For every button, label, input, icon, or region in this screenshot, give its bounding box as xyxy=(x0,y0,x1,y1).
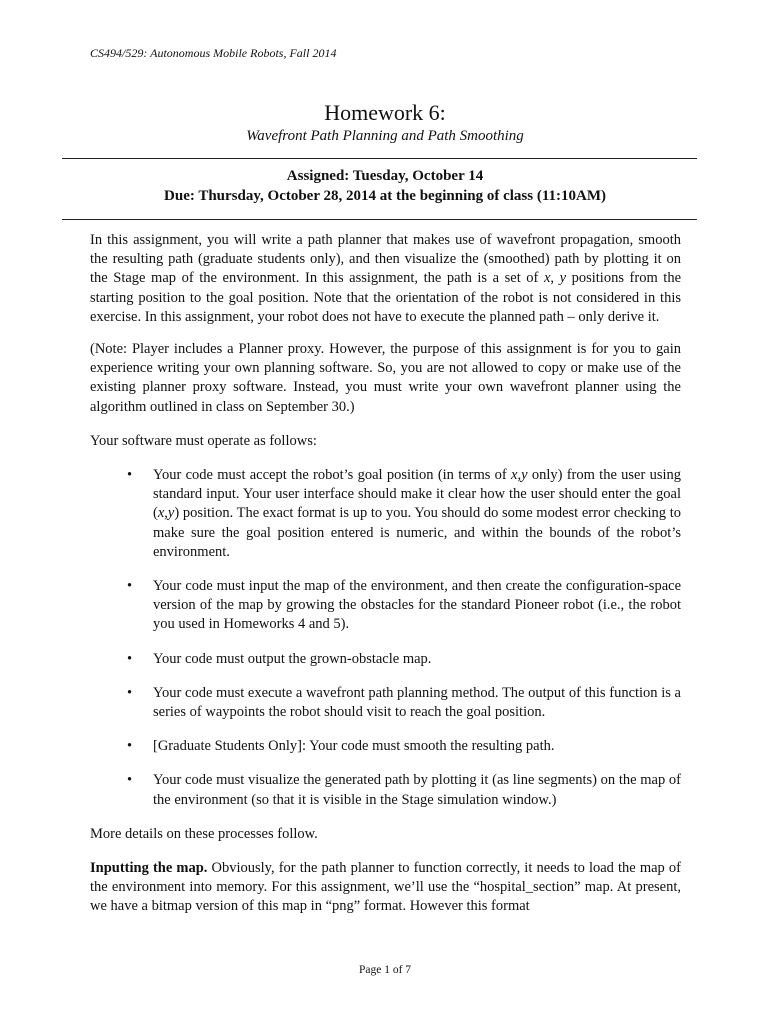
operate-intro: Your software must operate as follows: xyxy=(90,432,317,449)
document-body xyxy=(90,231,681,932)
intro-paragraph: In this assignment, you will write a path planner that makes use of wavefront propagation, smooth the resulting path (graduate students only), and then visualize the (smoothed) path by plotting it on the Stage map of the environment. In this assignment, the path is a set of x, y positions from the starting position to the goal position. Note that the orientation of the robot is not considered in this exercise. In this assignment, your robot does not have to execute the planned path – only derive it. xyxy=(90,232,682,325)
bullet-icon: • xyxy=(127,684,133,701)
details-paragraph: More details on these processes follow. xyxy=(90,825,318,842)
page-number: Page 1 of 7 xyxy=(358,964,412,976)
homework-title: Homework 6: xyxy=(324,100,446,125)
note-paragraph: (Note: Player includes a Planner proxy. However, the purpose of this assignment is for you to gain experience writing your own planning software. So, you are not allowed to copy or make use of the existing planner proxy software. Instead, you must write your own wavefront planner using the algorithm outlined in class on September 30.) xyxy=(90,341,681,415)
requirements-list xyxy=(90,466,681,810)
bullet-icon: • xyxy=(127,467,133,484)
due-date: Due: Thursday, October 28, 2014 at the beginning of class (11:10AM) xyxy=(164,188,606,204)
bottom-divider xyxy=(62,219,697,220)
list-item: • Your code must execute a wavefront path planning method. The output of this function is a series of waypoints the robot should visit to reach the goal position. xyxy=(127,684,681,721)
list-item: • Your code must output the grown-obstacle map. xyxy=(90,650,681,669)
list-item: • [Graduate Students Only]: Your code must smooth the resulting path. xyxy=(90,737,681,756)
homework-subtitle: Wavefront Path Planning and Path Smoothing xyxy=(246,128,524,144)
list-item: • Your code must input the map of the environment, and then create the configuration-space version of the map by growing the obstacles for the standard Pioneer robot (i.e., the robot you used in Homeworks 4 and 5). xyxy=(127,578,681,633)
top-divider xyxy=(62,158,697,159)
bullet-icon: • xyxy=(127,578,133,595)
inputting-paragraph: Inputting the map. Obviously, for the path planner to function correctly, it needs to load the map of the environment into memory. For this assignment, we’ll use the “hospital_section” map. At present, we have a bitmap version of this map in “png” format. However this format xyxy=(90,860,681,915)
bullet-icon: • xyxy=(127,650,133,667)
list-item: • Your code must visualize the generated path by plotting it (as line segments) on the map of the environment (so that it is visible in the Stage simulation window.) xyxy=(127,772,681,808)
bullet-icon: • xyxy=(127,738,133,755)
inputting-heading: Inputting the map. xyxy=(90,860,208,877)
assigned-date: Assigned: Tuesday, October 14 xyxy=(286,168,484,184)
bullet-icon: • xyxy=(127,772,133,789)
list-item: • Your code must accept the robot’s goal position (in terms of x,y only) from the user using standard input. Your user interface should make it clear how the user should enter the goal (x,y) position. The exact format is up to you. You should do some modest error checking to make sure the goal position entered is numeric, and within the bounds of the robot’s environment. xyxy=(127,467,681,560)
running-head: CS494/529: Autonomous Mobile Robots, Fall 2014 xyxy=(90,46,337,60)
